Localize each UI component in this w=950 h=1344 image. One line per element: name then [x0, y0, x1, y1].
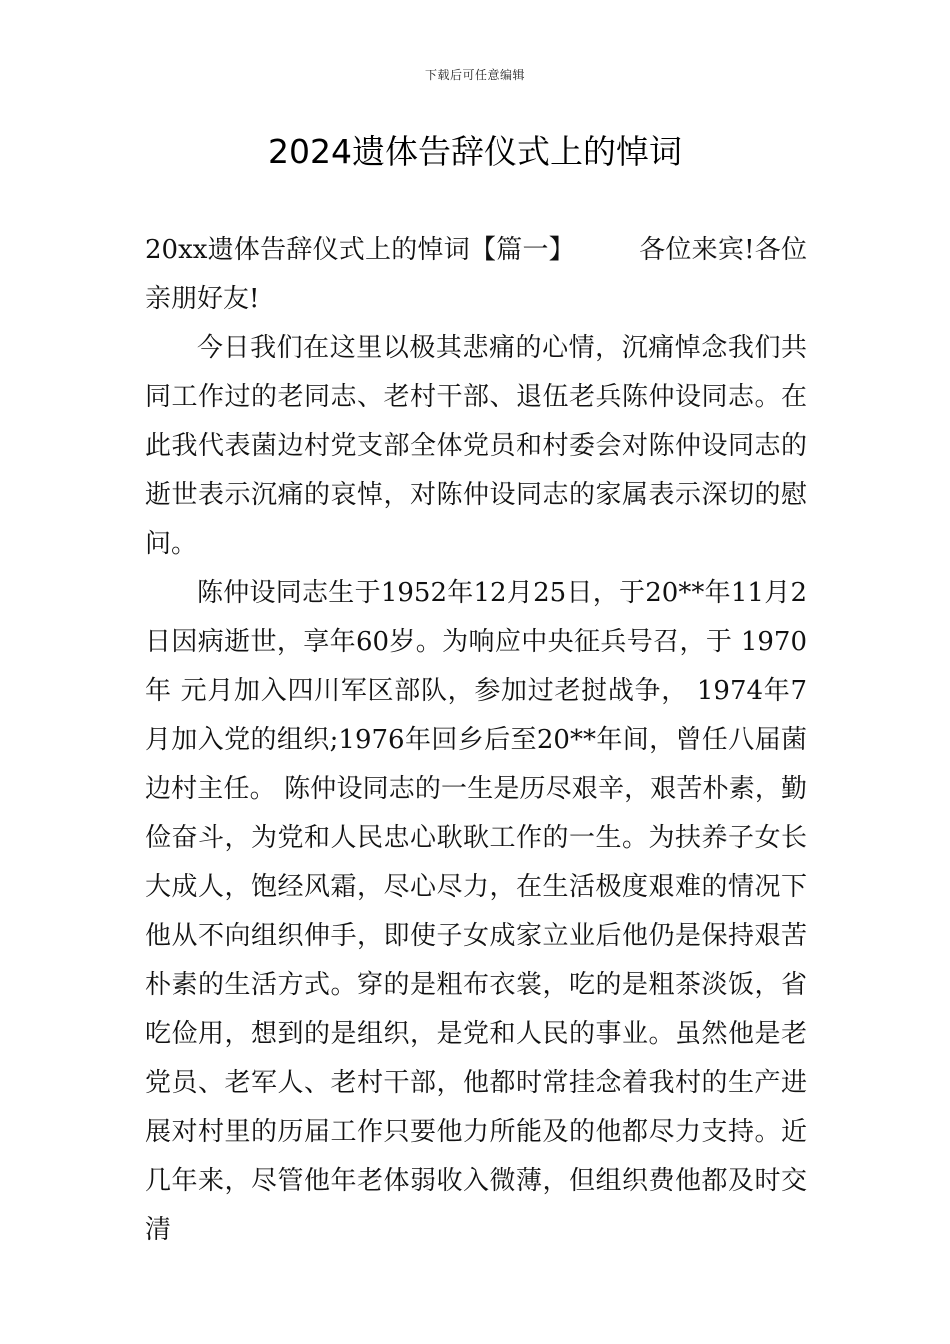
paragraph-biography: 陈仲设同志生于1952年12月25日，于20**年11月2日因病逝世，享年60岁。为响应中央征兵号召，于 1970年 元月加入四川军区部队，参加过老挝战争， 1974年7月加入党的组织;1976年回乡后至20**年间，曾任八届菌边村主任。 陈仲设同志的一生是历尽艰辛，艰苦朴素，勤俭奋斗，为党和人民忠心耿耿工作的一生。为扶养子女长大成人，饱经风霜，尽心尽力，在生活极度艰难的情况下他从不向组织伸手，即使子女成家立业后他仍是保持艰苦朴素的生活方式。穿的是粗布衣裳，吃的是粗茶淡饭，省吃俭用，想到的是组织，是党和人民的事业。虽然他是老党员、老军人、老村干部，他都时常挂念着我村的生产进展对村里的历届工作只要他力所能及的他都尽力支持。近几年来，尽管他年老体弱收入微薄，但组织费他都及时交清 [145, 578, 807, 1245]
greeting-text: 各位来宾!各位亲朋好友! [145, 235, 807, 314]
page-title: 2024遗体告辞仪式上的悼词 [268, 132, 682, 171]
paragraph-condolence: 今日我们在这里以极其悲痛的心情，沉痛悼念我们共同工作过的老同志、老村干部、退伍老兵陈仲设同志。在此我代表菌边村党支部全体党员和村委会对陈仲设同志的逝世表示沉痛的哀悼，对陈仲设同志的家属表示深切的慰问。 [145, 333, 807, 559]
paragraph-opening [145, 226, 807, 324]
section-heading: 20xx遗体告辞仪式上的悼词【篇一】 [145, 235, 575, 265]
header-note: 下载后可任意编辑 [424, 68, 525, 82]
document-body [145, 226, 807, 1255]
